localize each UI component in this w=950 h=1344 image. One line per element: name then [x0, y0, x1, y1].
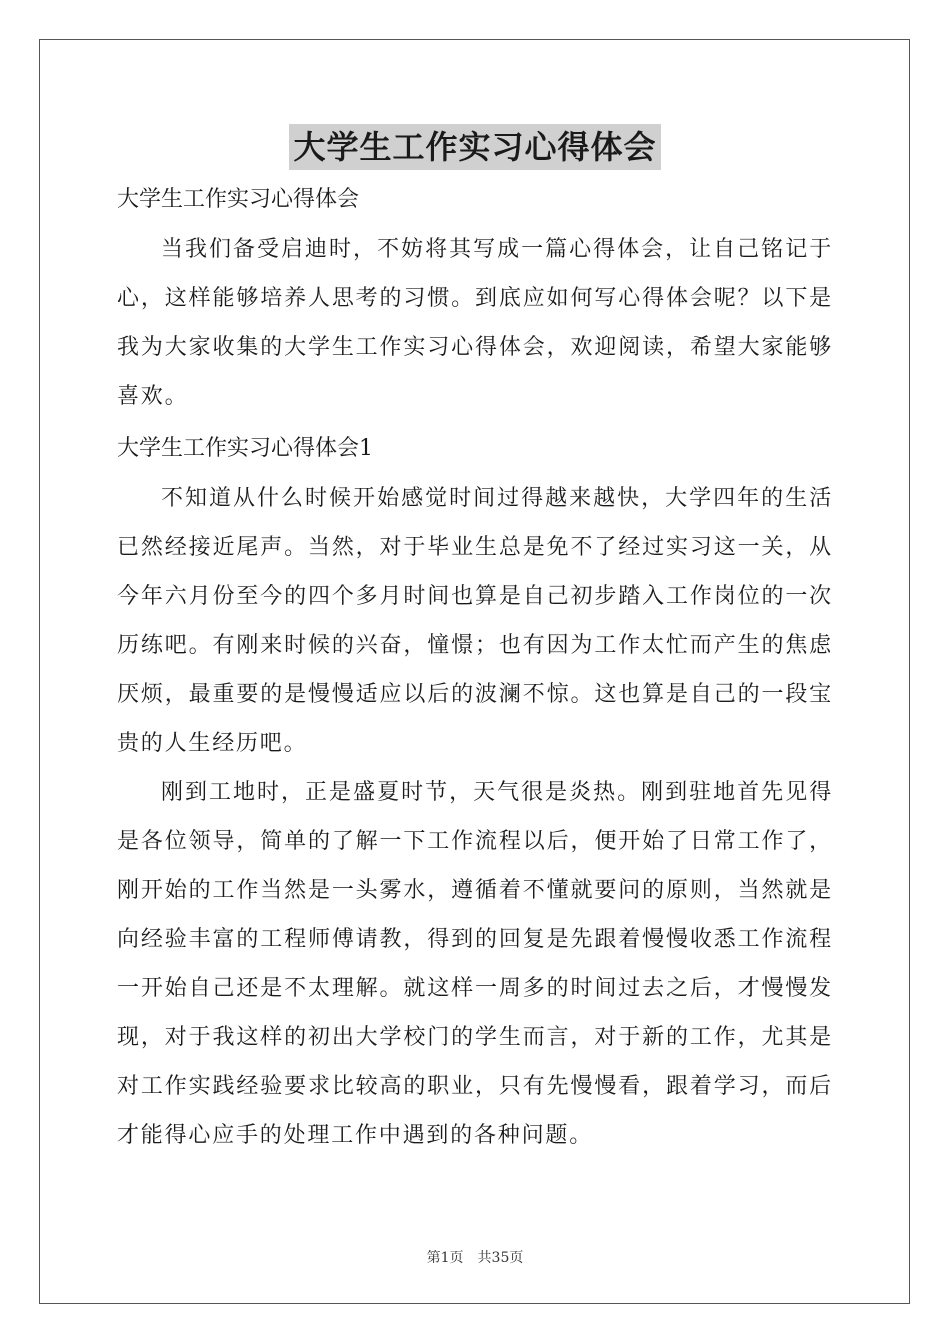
page-footer: 第1页 共35页 — [426, 1250, 524, 1266]
body-paragraph: 刚到工地时，正是盛夏时节，天气很是炎热。刚到驻地首先见得是各位领导，简单的了解一下工作流程以后，便开始了日常工作了，刚开始的工作当然是一头雾水，遵循着不懂就要问的原则，当然就是向经验丰富的工程师傅请教，得到的回复是先跟着慢慢收悉工作流程一开始自己还是不太理解。就这样一周多的时间过去之后，才慢慢发现，对于我这样的初出大学校门的学生而言，对于新的工作，尤其是对工作实践经验要求比较高的职业，只有先慢慢看，跟着学习，而后才能得心应手的处理工作中遇到的各种问题。 — [117, 780, 833, 1148]
title-container — [0, 124, 950, 170]
document-title: 大学生工作实习心得体会 — [289, 124, 660, 170]
document-body — [117, 181, 833, 1160]
subtitle: 大学生工作实习心得体会 — [117, 187, 360, 212]
intro-paragraph: 当我们备受启迪时，不妨将其写成一篇心得体会，让自己铭记于心，这样能够培养人思考的习惯。到底应如何写心得体会呢？以下是我为大家收集的大学生工作实习心得体会，欢迎阅读，希望大家能够喜欢。 — [117, 237, 833, 409]
section-heading: 大学生工作实习心得体会1 — [117, 436, 373, 461]
body-paragraph: 不知道从什么时候开始感觉时间过得越来越快，大学四年的生活已然经接近尾声。当然，对于毕业生总是免不了经过实习这一关，从今年六月份至今的四个多月时间也算是自己初步踏入工作岗位的一次历练吧。有刚来时候的兴奋，憧憬；也有因为工作太忙而产生的焦虑厌烦，最重要的是慢慢适应以后的波澜不惊。这也算是自己的一段宝贵的人生经历吧。 — [117, 486, 833, 756]
